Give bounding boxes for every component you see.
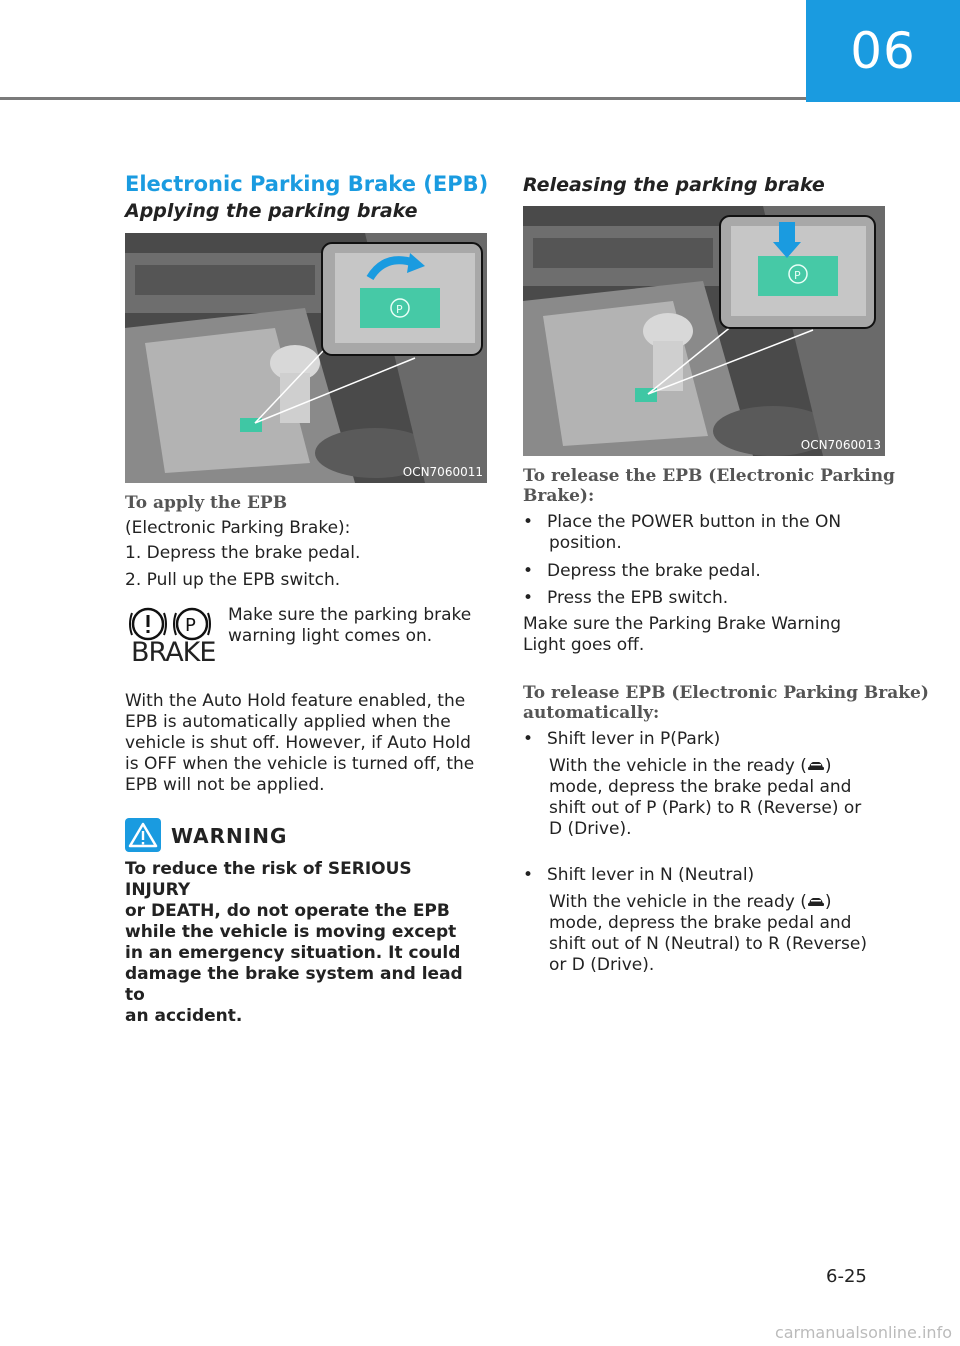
warning-title: WARNING — [171, 824, 288, 848]
bullet-text: Press the EPB switch. — [547, 588, 729, 608]
warning-icon — [125, 818, 161, 852]
shift-p-line-1 — [549, 756, 831, 777]
bullet-dot: • — [523, 865, 534, 885]
watermark: carmanualsonline.info — [774, 1323, 952, 1342]
release-note-line-2: Light goes off. — [523, 635, 645, 655]
shift-n-line-2: mode, depress the brake pedal and — [549, 913, 852, 933]
bullet-text: Shift lever in P(Park) — [547, 729, 721, 749]
bullet-text: Place the POWER button in the ON — [547, 512, 842, 532]
auto-hold-line-2: EPB is automatically applied when the — [125, 712, 451, 732]
page-number: 6-25 — [826, 1266, 867, 1287]
bullet-dot: • — [523, 729, 534, 749]
figure-code: OCN7060011 — [402, 465, 483, 479]
console-illustration — [523, 206, 885, 456]
release-heading-line-2: Brake): — [523, 486, 595, 506]
bullet-dot: • — [523, 588, 534, 608]
warning-line-2: or DEATH, do not operate the EPB — [125, 901, 450, 921]
shift-p-line-2: mode, depress the brake pedal and — [549, 777, 852, 797]
apply-step-1: 1. Depress the brake pedal. — [125, 543, 361, 563]
release-heading-line-1: To release the EPB (Electronic Parking — [523, 466, 895, 486]
console-illustration — [125, 233, 487, 483]
auto-hold-line-3: vehicle is shut off. However, if Auto Hold — [125, 733, 471, 753]
release-note-line-1: Make sure the Parking Brake Warning — [523, 614, 842, 634]
icon-note-line-1: Make sure the parking brake — [228, 605, 472, 625]
icon-note-line-2: warning light comes on. — [228, 626, 433, 646]
warning-line-5: damage the brake system and lead to — [125, 964, 463, 1005]
svg-text:P: P — [396, 303, 403, 316]
svg-text:P: P — [185, 615, 196, 636]
ready-car-icon — [807, 760, 825, 772]
shift-p-line-4: D (Drive). — [549, 819, 632, 839]
auto-hold-line-5: EPB will not be applied. — [125, 775, 325, 795]
shift-p-line-1-text: With the vehicle in the ready ( — [549, 756, 807, 776]
bullet-text: Depress the brake pedal. — [547, 561, 761, 581]
shift-n-line-3: shift out of N (Neutral) to R (Reverse) — [549, 934, 867, 954]
svg-text:P: P — [794, 269, 801, 282]
figure-code: OCN7060013 — [800, 438, 881, 452]
release-subtitle: Releasing the parking brake — [523, 174, 825, 196]
auto-release-heading-line-2: automatically: — [523, 703, 660, 723]
warning-line-4: in an emergency situation. It could — [125, 943, 461, 963]
warning-line-6: an accident. — [125, 1006, 243, 1026]
close-paren: ) — [824, 756, 832, 776]
chapter-tab: 06 — [806, 0, 960, 102]
warning-line-1: To reduce the risk of SERIOUS INJURY — [125, 859, 412, 900]
ready-car-icon — [807, 896, 825, 908]
brake-icon-label: BRAKE — [131, 637, 216, 668]
close-paren: ) — [824, 892, 832, 912]
auto-hold-line-4: is OFF when the vehicle is turned off, the — [125, 754, 475, 774]
shift-n-line-4: or D (Drive). — [549, 955, 655, 975]
shift-n-line-1-text: With the vehicle in the ready ( — [549, 892, 807, 912]
apply-heading: To apply the EPB — [125, 493, 288, 513]
bullet-dot: • — [523, 512, 534, 532]
apply-intro: (Electronic Parking Brake): — [125, 518, 351, 538]
warning-line-3: while the vehicle is moving except — [125, 922, 457, 942]
release-bullet-1-cont: position. — [549, 533, 622, 553]
bullet-text: Shift lever in N (Neutral) — [547, 865, 755, 885]
bullet-dot: • — [523, 561, 534, 581]
shift-p-line-3: shift out of P (Park) to R (Reverse) or — [549, 798, 862, 818]
apply-step-2: 2. Pull up the EPB switch. — [125, 570, 341, 590]
auto-hold-line-1: With the Auto Hold feature enabled, the — [125, 691, 466, 711]
auto-release-heading-line-1: To release EPB (Electronic Parking Brake) — [523, 683, 929, 703]
release-epb-figure — [523, 206, 885, 456]
shift-n-line-1 — [549, 892, 831, 913]
header-rule — [0, 97, 806, 100]
section-title: Electronic Parking Brake (EPB) — [125, 172, 489, 196]
warning-text — [125, 859, 475, 1027]
apply-epb-figure — [125, 233, 487, 483]
apply-subtitle: Applying the parking brake — [125, 200, 418, 222]
